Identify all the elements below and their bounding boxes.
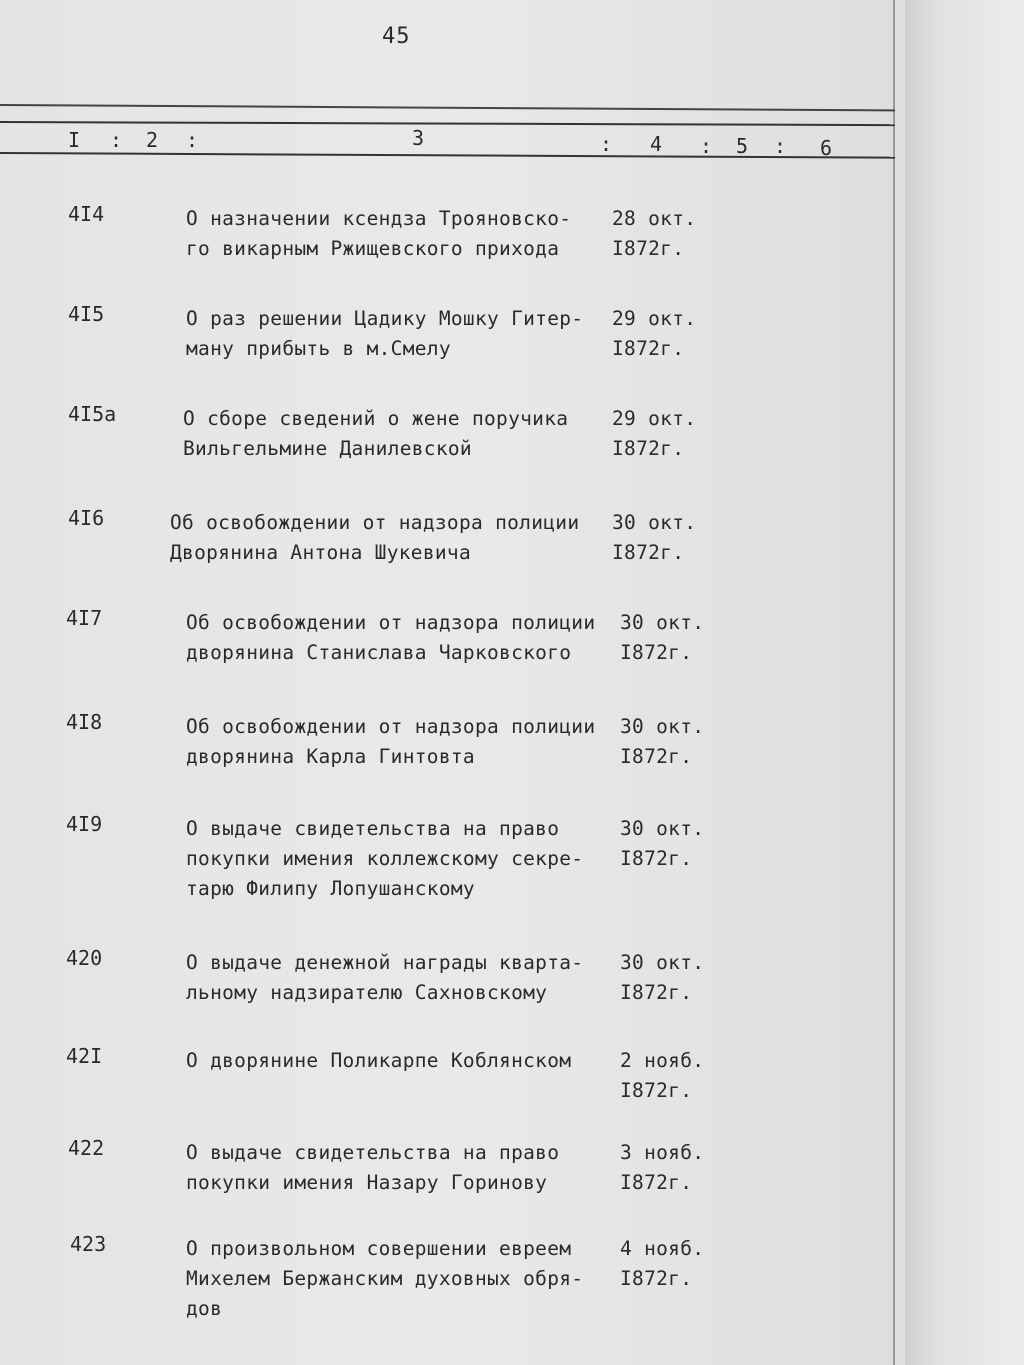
entry-date <box>612 508 696 568</box>
entry-title <box>186 712 595 772</box>
entry-number: 4I6 <box>68 506 105 530</box>
entry-title-line: тарю Филипу Лопушанскому <box>186 877 475 900</box>
column-head-1: I <box>68 128 81 152</box>
entry-title <box>170 508 579 568</box>
entry-title-line: О выдаче свидетельства на право <box>186 817 560 840</box>
entry-title-line: го викарным Ржищевского прихода <box>186 237 560 260</box>
entry-date <box>620 712 704 772</box>
table-header <box>0 104 895 160</box>
column-separator: : <box>774 134 787 158</box>
entry-date-line: 30 окт. <box>612 511 697 534</box>
entry-number: 422 <box>68 1136 105 1160</box>
entry-title-line: О выдаче денежной награды кварта- <box>186 951 584 974</box>
entry-date-line: 2 нояб. <box>620 1049 705 1072</box>
entry-date <box>612 304 696 364</box>
entry-date <box>620 948 704 1008</box>
entry-date-line: I872г. <box>612 237 685 260</box>
entry-date <box>620 814 704 874</box>
entry-date-line: 3 нояб. <box>620 1141 705 1164</box>
entry-title-line: Михелем Бержанским духовных обря- <box>186 1267 584 1290</box>
entry-title-line: Вильгельмине Данилевской <box>183 437 472 460</box>
entry-title-line: Об освобождении от надзора полиции <box>186 715 596 738</box>
entry-date <box>612 404 696 464</box>
entry-date <box>612 204 696 264</box>
column-separator: : <box>600 132 613 156</box>
column-separator: : <box>700 134 713 158</box>
entry-title-line: О назначении ксендза Трояновско- <box>186 207 572 230</box>
entry-date-line: I872г. <box>620 981 693 1004</box>
entry-title-line: О дворянине Поликарпе Коблянском <box>186 1049 572 1072</box>
header-rule-mid <box>0 121 895 126</box>
entry-number: 42I <box>66 1044 103 1068</box>
entry-title <box>186 1138 559 1198</box>
column-separator: : <box>186 128 199 152</box>
entry-title-line: Дворянина Антона Шукевича <box>170 541 471 564</box>
column-separator: : <box>110 128 123 152</box>
entry-title-line: О произвольном совершении евреем <box>186 1237 572 1260</box>
entry-title <box>186 1234 583 1324</box>
entry-title-line: О выдаче свидетельства на право <box>186 1141 560 1164</box>
entry-title-line: О раз решении Цадику Мошку Гитер- <box>186 307 584 330</box>
entry-title <box>186 304 583 364</box>
entry-title <box>186 608 595 668</box>
entry-title <box>183 404 568 464</box>
entry-date-line: I872г. <box>612 541 685 564</box>
entry-date <box>620 1234 704 1294</box>
entry-date-line: 30 окт. <box>620 715 705 738</box>
entry-title-line: Об освобождении от надзора полиции <box>170 511 580 534</box>
entry-number: 4I7 <box>66 606 103 630</box>
entry-title <box>186 948 583 1008</box>
entry-title-line: ману прибыть в м.Смелу <box>186 337 451 360</box>
entry-number: 423 <box>70 1232 107 1256</box>
entry-title-line: Об освобождении от надзора полиции <box>186 611 596 634</box>
entry-date-line: I872г. <box>620 1171 693 1194</box>
entry-title-line: покупки имения Назару Горинову <box>186 1171 548 1194</box>
entry-date-line: I872г. <box>620 847 693 870</box>
entry-date-line: 29 окт. <box>612 407 697 430</box>
entry-date <box>620 1046 704 1106</box>
entry-date <box>620 608 704 668</box>
entry-date-line: 30 окт. <box>620 611 705 634</box>
entry-date-line: 29 окт. <box>612 307 697 330</box>
entry-date-line: I872г. <box>612 337 685 360</box>
entry-date-line: I872г. <box>612 437 685 460</box>
entry-number: 4I8 <box>66 710 103 734</box>
paper-margin-right <box>905 0 1024 1365</box>
entry-title <box>186 1046 571 1076</box>
entry-title-line: льному надзирателю Сахновскому <box>186 981 548 1004</box>
entry-date-line: I872г. <box>620 745 693 768</box>
entry-number: 4I9 <box>66 812 103 836</box>
page-edge-line <box>893 0 895 1365</box>
header-rule-top <box>0 104 895 111</box>
entry-number: 4I5а <box>68 402 117 426</box>
entry-title-line: дворянина Станислава Чарковского <box>186 641 572 664</box>
entry-title-line: дов <box>186 1297 223 1320</box>
entry-number: 4I4 <box>68 202 105 226</box>
entry-date-line: 28 окт. <box>612 207 697 230</box>
entry-date <box>620 1138 704 1198</box>
entry-date-line: 30 окт. <box>620 951 705 974</box>
page-number: 45 <box>382 24 411 49</box>
column-head-3: 3 <box>412 126 425 150</box>
column-head-2: 2 <box>146 128 159 152</box>
entry-number: 4I5 <box>68 302 105 326</box>
entry-title-line: О сборе сведений о жене поручика <box>183 407 569 430</box>
entry-title <box>186 814 583 904</box>
entry-date-line: I872г. <box>620 1079 693 1102</box>
entry-date-line: I872г. <box>620 641 693 664</box>
entry-title-line: дворянина Карла Гинтовта <box>186 745 475 768</box>
entry-date-line: I872г. <box>620 1267 693 1290</box>
entry-title-line: покупки имения коллежскому секре- <box>186 847 584 870</box>
column-head-6: 6 <box>820 136 833 160</box>
entry-title <box>186 204 571 264</box>
entry-number: 420 <box>66 946 103 970</box>
entry-date-line: 30 окт. <box>620 817 705 840</box>
entry-date-line: 4 нояб. <box>620 1237 705 1260</box>
column-head-5: 5 <box>736 134 749 158</box>
column-head-4: 4 <box>650 132 663 156</box>
